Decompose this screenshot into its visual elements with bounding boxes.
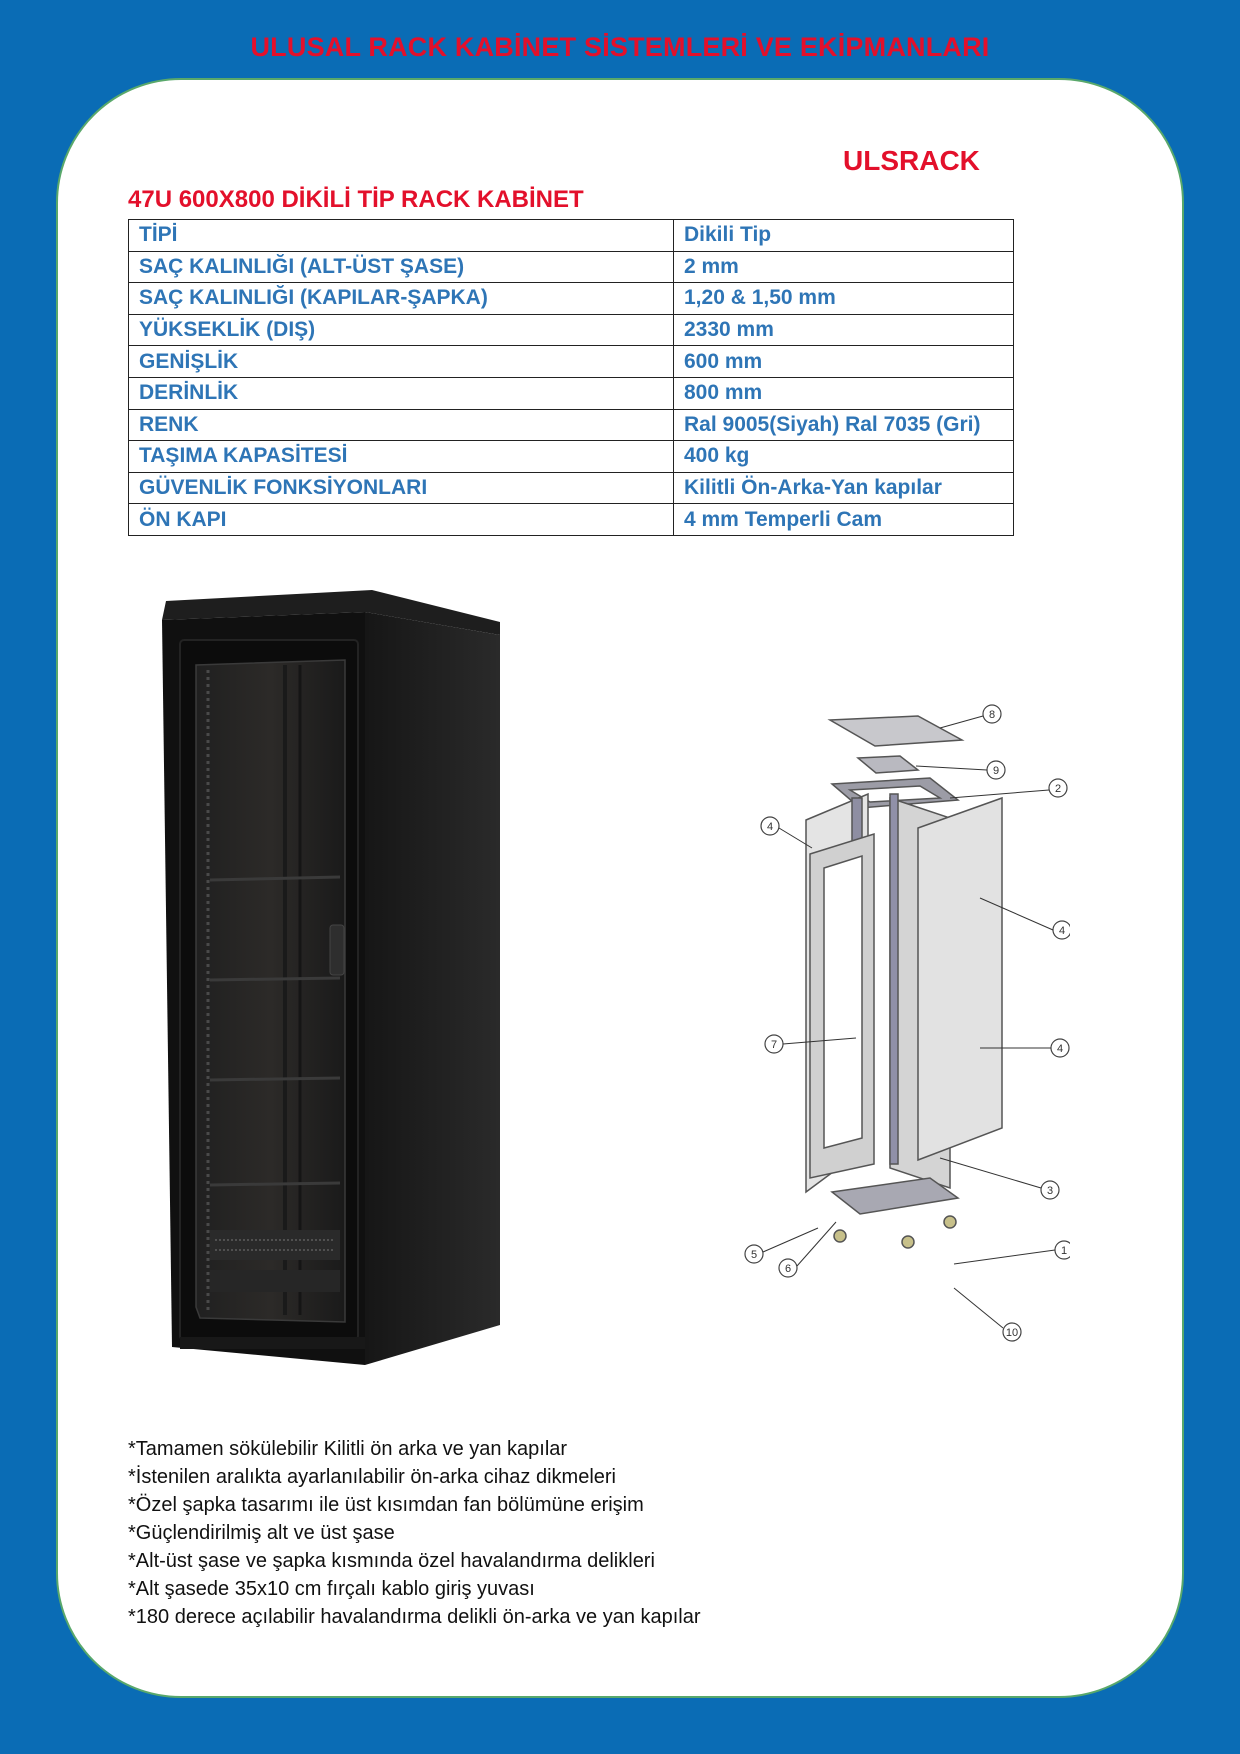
spec-value: 4 mm Temperli Cam (674, 504, 1014, 536)
spec-value: 2330 mm (674, 314, 1014, 346)
spec-label: GÜVENLİK FONKSİYONLARI (129, 472, 674, 504)
spec-row (129, 220, 1014, 252)
spec-row (129, 472, 1014, 504)
spec-value: 2 mm (674, 251, 1014, 283)
callout-label: 3 (1046, 1185, 1054, 1197)
spec-row (129, 251, 1014, 283)
spec-value: 400 kg (674, 441, 1014, 473)
feature-item: *Güçlendirilmiş alt ve üst şase (128, 1522, 395, 1544)
feature-item: *180 derece açılabilir havalandırma delikli ön-arka ve yan kapılar (128, 1606, 701, 1628)
feature-item: *Alt şasede 35x10 cm fırçalı kablo giriş yuvası (128, 1578, 535, 1600)
callout-label: 4 (1058, 925, 1066, 937)
spec-label: SAÇ KALINLIĞI (KAPILAR-ŞAPKA) (129, 283, 674, 315)
cabinet-photo (150, 585, 510, 1375)
callout-label: 8 (988, 709, 996, 721)
spec-row (129, 283, 1014, 315)
callout-label: 2 (1054, 783, 1062, 795)
spec-label: GENİŞLİK (129, 346, 674, 378)
spec-row (129, 441, 1014, 473)
page-banner: ULUSAL RACK KABİNET SİSTEMLERİ VE EKİPMANLARI (250, 32, 990, 62)
callout-label: 4 (1056, 1043, 1064, 1055)
spec-table (128, 219, 1014, 536)
spec-value: 600 mm (674, 346, 1014, 378)
feature-item: *Tamamen sökülebilir Kilitli ön arka ve yan kapılar (128, 1438, 568, 1460)
spec-label: DERİNLİK (129, 377, 674, 409)
spec-value: 800 mm (674, 377, 1014, 409)
spec-row (129, 409, 1014, 441)
spec-value: 1,20 & 1,50 mm (674, 283, 1014, 315)
feature-list (128, 1435, 701, 1631)
spec-row (129, 346, 1014, 378)
brand-name: ULSRACK (843, 145, 980, 176)
callout-label: 10 (1005, 1327, 1019, 1339)
spec-label: RENK (129, 409, 674, 441)
callout-label: 1 (1060, 1245, 1068, 1257)
feature-item: *Özel şapka tasarımı ile üst kısımdan fan bölümüne erişim (128, 1494, 644, 1516)
spec-value: Kilitli Ön-Arka-Yan kapılar (674, 472, 1014, 504)
callout-label: 6 (784, 1263, 792, 1275)
feature-item: *Alt-üst şase ve şapka kısmında özel havalandırma delikleri (128, 1550, 655, 1572)
product-title: 47U 600X800 DİKİLİ TİP RACK KABİNET (128, 186, 584, 213)
spec-label: YÜKSEKLİK (DIŞ) (129, 314, 674, 346)
exploded-diagram (740, 698, 1070, 1358)
spec-label: TİPİ (129, 220, 674, 252)
callout-label: 5 (750, 1249, 758, 1261)
spec-label: ÖN KAPI (129, 504, 674, 536)
spec-row (129, 377, 1014, 409)
callout-label: 7 (770, 1039, 778, 1051)
spec-label: SAÇ KALINLIĞI (ALT-ÜST ŞASE) (129, 251, 674, 283)
spec-row (129, 504, 1014, 536)
callout-label: 9 (992, 765, 1000, 777)
spec-value: Ral 9005(Siyah) Ral 7035 (Gri) (674, 409, 1014, 441)
feature-item: *İstenilen aralıkta ayarlanılabilir ön-arka cihaz dikmeleri (128, 1466, 616, 1488)
spec-label: TAŞIMA KAPASİTESİ (129, 441, 674, 473)
spec-row (129, 314, 1014, 346)
callout-label: 4 (766, 821, 774, 833)
spec-value: Dikili Tip (674, 220, 1014, 252)
